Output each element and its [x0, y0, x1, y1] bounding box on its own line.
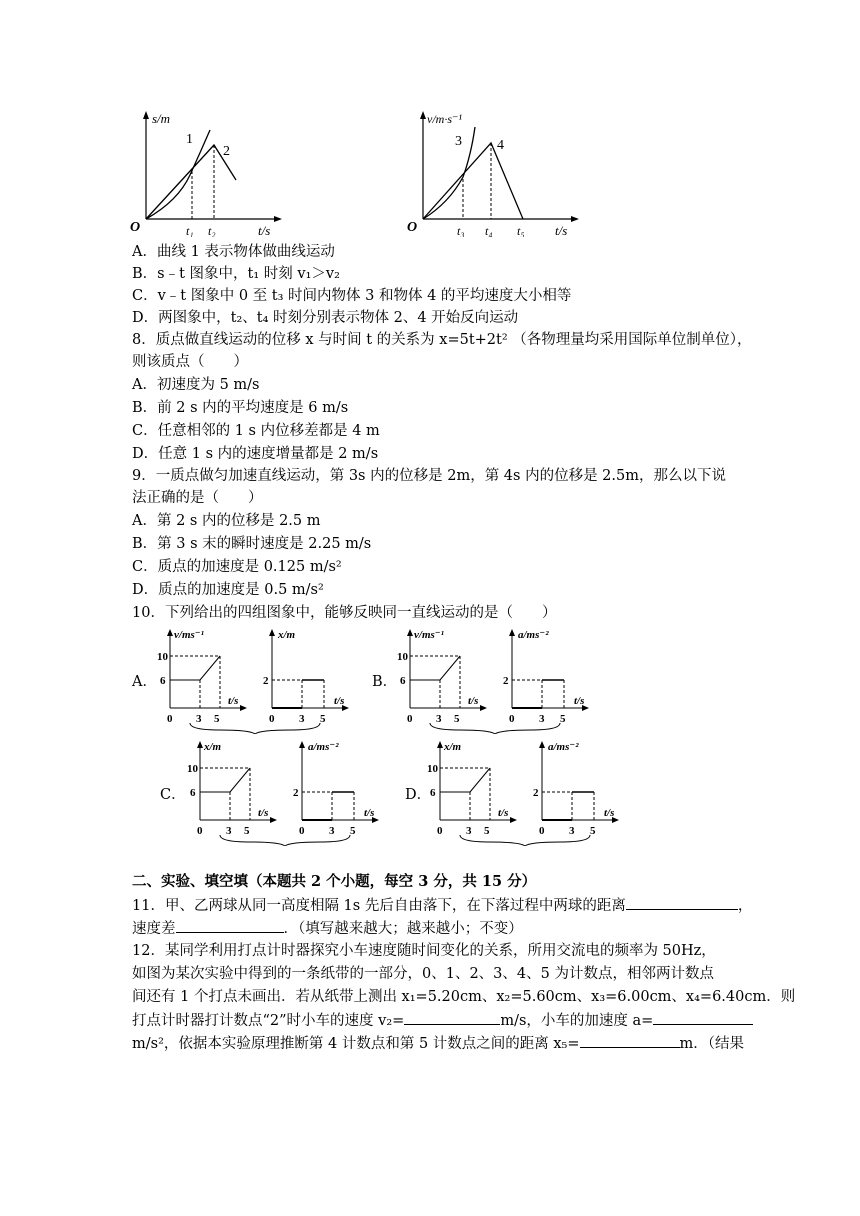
q10-graph-c: [180, 738, 390, 846]
tick-5: 5: [454, 713, 460, 725]
q11-line2: [132, 918, 523, 939]
tick-5: 5: [350, 825, 356, 837]
tick-0: 0: [197, 825, 203, 837]
origin-label: O: [407, 220, 418, 235]
q10-label-a: A．: [132, 674, 157, 690]
tick-3: 3: [569, 825, 575, 837]
tick-5: 5: [320, 713, 326, 725]
curve-1-label: 1: [186, 132, 193, 147]
t3-label: t₃: [457, 224, 465, 237]
graph-b2-xlabel: t/s: [574, 695, 585, 707]
tick-5: 5: [560, 713, 566, 725]
graph-d2-ylabel: a/ms⁻²: [548, 741, 579, 753]
tick-6: 6: [190, 787, 196, 799]
tick-0: 0: [437, 825, 443, 837]
q12-text-a: 打点计时器打计数点“2”时小车的速度 v₂=: [132, 1013, 405, 1029]
t5-label: t₅: [517, 224, 525, 237]
q8-option-a: A．初速度为 5 m/s: [132, 377, 260, 393]
q11-text-d: ．（填写越来越大；越来越小；不变）: [283, 921, 523, 937]
graph-d2-xlabel: t/s: [604, 807, 615, 819]
tick-3: 3: [226, 825, 232, 837]
tick-3: 3: [539, 713, 545, 725]
q12-blank-v2[interactable]: [404, 1010, 500, 1025]
origin-label: O: [130, 220, 141, 235]
tick-5: 5: [214, 713, 220, 725]
q8-option-b: B．前 2 s 内的平均速度是 6 m/s: [132, 400, 349, 416]
q10-label-c: C．: [160, 787, 186, 803]
q11-line1: [132, 895, 752, 916]
t2-label: t₂: [208, 224, 216, 237]
graph-c1-xlabel: t/s: [258, 807, 269, 819]
tick-0: 0: [167, 713, 173, 725]
q7-option-a: A．曲线 1 表示物体做曲线运动: [132, 244, 335, 260]
tick-5: 5: [484, 825, 490, 837]
tick-2: 2: [293, 787, 299, 799]
tick-10: 10: [157, 651, 168, 663]
q9-option-c: C．质点的加速度是 0.125 m/s²: [132, 559, 342, 575]
tick-10: 10: [397, 651, 408, 663]
t1-label: t₁: [186, 224, 194, 237]
q10-stem: 10．下列给出的四组图象中，能够反映同一直线运动的是（ ）: [132, 605, 557, 621]
v-t-graph: [405, 105, 585, 237]
graph-a2-xlabel: t/s: [334, 695, 345, 707]
tick-3: 3: [466, 825, 472, 837]
q8-stem-line1: 8．质点做直线运动的位移 x 与时间 t 的关系为 x=5t+2t² （各物理量均采用国际单位制单位），: [132, 332, 752, 348]
q12-line4: [132, 1010, 753, 1031]
q10-graph-a: [150, 626, 360, 734]
q9-stem-line1: 9．一质点做匀加速直线运动，第 3s 内的位移是 2m，第 4s 内的位移是 2.5m，那么以下说: [132, 468, 726, 484]
curve-2-label: 2: [223, 144, 230, 159]
graph-a1-ylabel: v/ms⁻¹: [174, 629, 204, 641]
tick-0: 0: [269, 713, 275, 725]
q12-line2: 如图为某次实验中得到的一条纸带的一部分，0、1、2、3、4、5 为计数点，相邻两计数点: [132, 966, 714, 982]
t-axis-label: t/s: [258, 223, 271, 237]
tick-2: 2: [503, 675, 509, 687]
q12-text-c: m/s²，依据本实验原理推断第 4 计数点和第 5 计数点之间的距离 x₅=: [132, 1036, 580, 1052]
q12-line5: [132, 1033, 744, 1054]
q10-graph-b: [390, 626, 600, 734]
q7-option-b: B．s﹣t 图象中，t₁ 时刻 v₁＞v₂: [132, 266, 340, 282]
s-axis-label: s/m: [152, 111, 171, 126]
tick-3: 3: [196, 713, 202, 725]
q11-text-b: ，: [737, 898, 753, 914]
graph-c1-ylabel: x/m: [204, 741, 222, 753]
s-t-graph: [128, 105, 288, 237]
tick-0: 0: [539, 825, 545, 837]
q12-line3: 间还有 1 个打点未画出．若从纸带上测出 x₁=5.20cm、x₂=5.60cm、x₃=6.00cm、x₄=6.40cm．则: [132, 989, 796, 1005]
q11-blank-1[interactable]: [626, 895, 738, 910]
q8-option-d: D．任意 1 s 内的速度增量都是 2 m/s: [132, 446, 379, 462]
tick-2: 2: [263, 675, 269, 687]
graph-d1-ylabel: x/m: [444, 741, 462, 753]
q10-graph-d: [420, 738, 630, 846]
q8-stem-line2: 则该质点（ ）: [132, 354, 248, 370]
tick-5: 5: [244, 825, 250, 837]
tick-2: 2: [533, 787, 539, 799]
q11-text-a: 11．甲、乙两球从同一高度相隔 1s 先后自由落下，在下落过程中两球的距离: [132, 898, 626, 914]
q12-text-d: m．（结果: [679, 1036, 745, 1052]
tick-0: 0: [299, 825, 305, 837]
tick-6: 6: [160, 675, 166, 687]
q12-text-b: m/s，小车的加速度 a=: [500, 1013, 654, 1029]
graph-b1-xlabel: t/s: [468, 695, 479, 707]
q12-line1: 12．某同学利用打点计时器探究小车速度随时间变化的关系，所用交流电的频率为 50Hz，: [132, 943, 716, 959]
t4-label: t₄: [485, 224, 493, 237]
graph-c2-ylabel: a/ms⁻²: [308, 741, 339, 753]
graph-c2-xlabel: t/s: [364, 807, 375, 819]
q10-label-d: D．: [405, 787, 432, 803]
graph-b1-ylabel: v/ms⁻¹: [414, 629, 444, 641]
t-axis-label: t/s: [555, 223, 568, 237]
q9-option-b: B．第 3 s 末的瞬时速度是 2.25 m/s: [132, 536, 372, 552]
tick-3: 3: [329, 825, 335, 837]
curve-3-label: 3: [455, 134, 462, 149]
tick-10: 10: [187, 763, 198, 775]
tick-0: 0: [407, 713, 413, 725]
tick-5: 5: [590, 825, 596, 837]
tick-6: 6: [430, 787, 436, 799]
q8-option-c: C．任意相邻的 1 s 内位移差都是 4 m: [132, 423, 380, 439]
tick-3: 3: [299, 713, 305, 725]
q9-stem-line2: 法正确的是（ ）: [132, 490, 263, 506]
tick-6: 6: [400, 675, 406, 687]
graph-b2-ylabel: a/ms⁻²: [518, 629, 549, 641]
tick-3: 3: [436, 713, 442, 725]
graph-a2-ylabel: x/m: [278, 629, 296, 641]
q7-option-d: D．两图象中，t₂、t₄ 时刻分别表示物体 2、4 开始反向运动: [132, 310, 519, 326]
section-2-title: 二、实验、填空填（本题共 2 个小题，每空 3 分，共 15 分）: [132, 873, 537, 890]
q9-option-d: D．质点的加速度是 0.5 m/s²: [132, 582, 324, 598]
graph-d1-xlabel: t/s: [498, 807, 509, 819]
tick-0: 0: [509, 713, 515, 725]
curve-4-label: 4: [497, 138, 504, 153]
q11-blank-2[interactable]: [176, 918, 284, 933]
q12-blank-x5[interactable]: [580, 1033, 680, 1048]
q12-blank-a[interactable]: [653, 1010, 753, 1025]
tick-10: 10: [427, 763, 438, 775]
q9-option-a: A．第 2 s 内的位移是 2.5 m: [132, 513, 321, 529]
v-axis-label: v/m·s⁻¹: [427, 112, 462, 126]
q10-label-b: B．: [372, 674, 398, 690]
graph-a1-xlabel: t/s: [228, 695, 239, 707]
q7-option-c: C．v﹣t 图象中 0 至 t₃ 时间内物体 3 和物体 4 的平均速度大小相等: [132, 288, 572, 304]
q11-text-c: 速度差: [132, 921, 176, 937]
